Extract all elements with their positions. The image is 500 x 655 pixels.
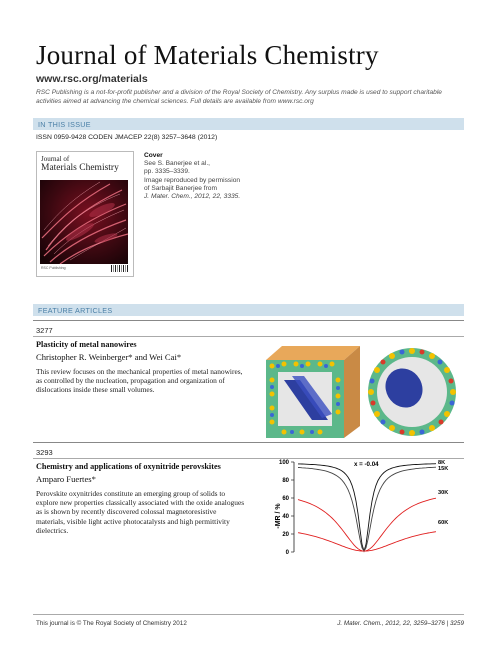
circular-nanowire (368, 348, 456, 436)
cover-artwork (40, 180, 128, 264)
footer-rule (33, 614, 464, 615)
y-tick-label: 40 (282, 514, 289, 521)
nanowire-graphic[interactable] (262, 340, 462, 440)
article-abstract: This review focuses on the mechanical properties of metal nanowires, as controlled by the nucleation, propagation and organization of dislocations inside these small volumes. (36, 367, 243, 395)
cover-caption-line: Image reproduced by permission (144, 176, 241, 184)
series-label: 60K (438, 520, 449, 526)
article-title[interactable]: Chemistry and applications of oxynitride perovskites (36, 462, 221, 471)
footer-citation: J. Mater. Chem., 2012, 22, 3259–3276 | 3259 (337, 620, 464, 627)
y-tick-label: 60 (282, 496, 289, 503)
y-tick-label: 20 (282, 532, 289, 539)
cover-caption-line: pp. 3335–3339. (144, 168, 190, 176)
cover-caption-line: See S. Banerjee et al., (144, 160, 210, 168)
divider (33, 320, 464, 321)
series-label: 8K (438, 460, 446, 466)
divider (33, 442, 464, 443)
article-page-number[interactable]: 3277 (36, 326, 53, 335)
series-label: 30K (438, 490, 449, 496)
journal-url[interactable]: www.rsc.org/materials (36, 73, 148, 85)
article-page-number[interactable]: 3293 (36, 448, 53, 457)
chart-annotation: x = -0.04 (354, 461, 379, 468)
article-authors: Amparo Fuertes* (36, 474, 96, 484)
magnetoresistance-chart[interactable] (272, 454, 464, 560)
cover-caption-heading: Cover (144, 152, 163, 159)
y-tick-label: 80 (282, 478, 289, 485)
cover-footer-text: RSC Publishing (41, 266, 66, 270)
in-this-issue-label: IN THIS ISSUE (38, 120, 91, 129)
article-authors: Christopher R. Weinberger* and Wei Cai* (36, 352, 182, 362)
in-this-issue-band (33, 118, 464, 130)
cover-image[interactable] (36, 151, 134, 277)
cover-caption-line: of Sarbajit Banerjee from (144, 184, 217, 192)
series-label: 15K (438, 466, 449, 472)
feature-articles-band (33, 304, 464, 316)
divider (33, 336, 464, 337)
cover-barcode (111, 265, 129, 272)
article-abstract: Perovskite oxynitrides constitute an emerging group of solids to explore new properties classically associated with the oxide analogues as is shown by recently discovered colossal magnetoresistive materials, visible light active photocatalysts and high permittivity dielectrics. (36, 489, 245, 535)
article-title[interactable]: Plasticity of metal nanowires (36, 340, 137, 349)
square-nanowire (266, 346, 360, 438)
y-tick-label: 0 (285, 550, 289, 557)
feature-articles-label: FEATURE ARTICLES (38, 306, 113, 315)
cover-caption-line: J. Mater. Chem., 2012, 22, 3335. (144, 193, 241, 201)
issn-line: ISSN 0959-9428 CODEN JMACEP 22(8) 3257–3648 (2012) (36, 134, 218, 141)
journal-title: Journal of Materials Chemistry (36, 40, 379, 70)
cover-logo-line2: Materials Chemistry (41, 163, 119, 173)
cover-logo-line1: Journal of (41, 155, 70, 163)
y-tick-label: 100 (278, 460, 289, 467)
cover-caption (144, 152, 240, 201)
y-axis-label: -MR / % (275, 503, 282, 529)
footer-copyright: This journal is © The Royal Society of Chemistry 2012 (36, 620, 187, 627)
publisher-blurb: RSC Publishing is a not-for-profit publisher and a division of the Royal Society of Chemistry. Any surplus made is used to support charitable activities aimed at advancing the chemical sciences. Full details are available from www.rsc.org (36, 89, 442, 105)
cover-logo (41, 156, 119, 174)
